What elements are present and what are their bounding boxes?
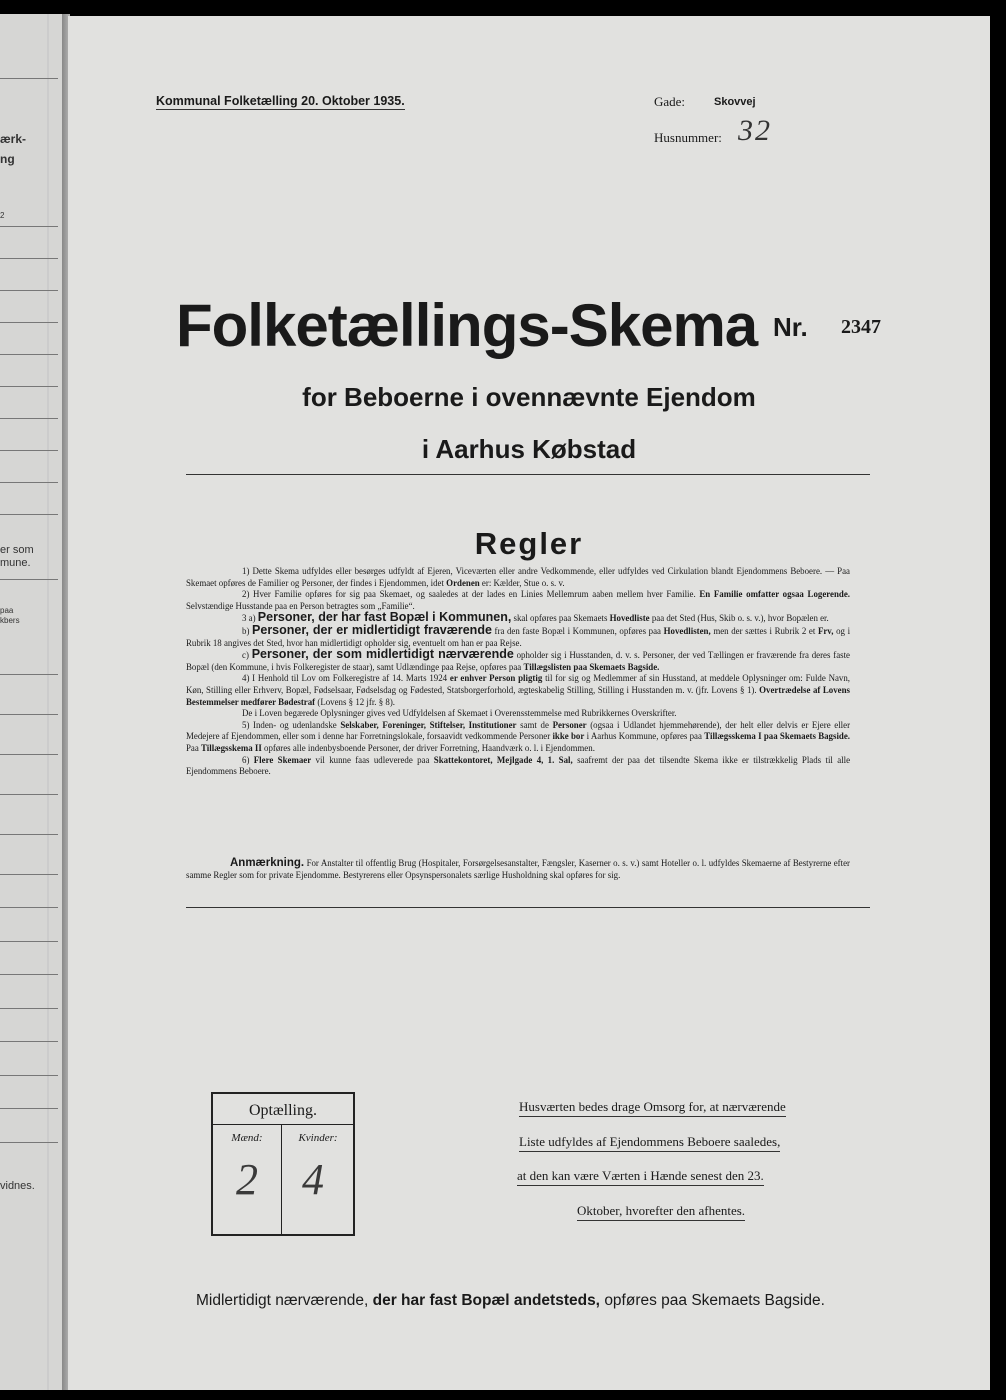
footer-text: Midlertidigt nærværende,	[196, 1292, 369, 1309]
remark-label: Anmærkning.	[230, 857, 305, 869]
left-page-rule	[0, 1008, 58, 1009]
women-label: Kvinder:	[298, 1132, 338, 1144]
men-count-handwritten: 2	[236, 1155, 258, 1204]
women-count-handwritten: 4	[302, 1155, 324, 1204]
left-page-fragment: kbers	[0, 616, 20, 625]
left-page-rule	[0, 579, 58, 580]
left-page-rule	[0, 450, 58, 451]
count-box	[211, 1092, 355, 1236]
form-subtitle-city: i Aarhus Købstad	[421, 434, 637, 464]
left-page-rule	[0, 258, 58, 259]
left-page-rule	[0, 907, 58, 908]
left-page-rule	[0, 794, 58, 795]
rule-3c: c) Personer, der som midlertidigt nærværende opholder sig i Husstanden, d. v. s. Personer, der ved Tællingen er fraværende fra deres faste Bopæl (den Kommune, i hvis Folkeregister de staar), samt Udlændinge paa Rejse, opføres paa Tillægslisten paa Skemaets Bagside.	[186, 647, 850, 672]
census-title: Kommunal Folketælling 20. Oktober 1935.	[156, 94, 405, 108]
left-page-rule	[0, 714, 58, 715]
left-page-fragment: paa	[0, 606, 14, 615]
left-page-rule	[0, 754, 58, 755]
remark-text: For Anstalter til offentlig Brug (Hospitaler, Forsørgelsesanstalter, Fængsler, Kaserner o. s. v.) samt Hoteller o. l. udfyldes Skemaerne af Bestyrerne efter samme Regler som for private Ejendomme. Bestyrerens eller Opsynspersonalets særlige Husholdning skal opføres for sig.	[186, 858, 850, 880]
left-page-fragment: 2	[0, 211, 5, 220]
left-page-fragment: mune.	[0, 557, 31, 569]
street-value-stamp: Skovvej	[714, 96, 756, 108]
left-page-rule	[0, 78, 58, 79]
left-page-rule	[0, 1041, 58, 1042]
left-page-rule	[0, 418, 58, 419]
count-box-divider	[213, 1124, 353, 1125]
left-facing-page	[0, 14, 62, 1390]
form-number-label: Nr.	[773, 312, 808, 342]
left-page-rule	[0, 834, 58, 835]
left-page-rule	[0, 482, 58, 483]
left-page-rule	[0, 226, 58, 227]
form-subtitle: for Beboerne i ovennævnte Ejendom	[302, 382, 756, 412]
host-notice-line: Oktober, hvorefter den afhentes.	[577, 1203, 745, 1221]
host-notice-line: Husværten bedes drage Omsorg for, at nærværende	[519, 1099, 786, 1117]
left-page-rule	[0, 974, 58, 975]
left-page-rule	[0, 874, 58, 875]
left-page-rule	[0, 322, 58, 323]
left-page-rule	[0, 386, 58, 387]
rules-heading: Regler	[474, 526, 584, 561]
left-page-fragment: vidnes.	[0, 1180, 35, 1192]
rule-6: 6) Flere Skemaer vil kunne faas udleverede paa Skattekontoret, Mejlgade 4, 1. Sal, saafremt der paa det tilsendte Skema ikke er tilstrækkelig Plads til alle Ejendommens Beboere.	[186, 754, 851, 777]
house-number-label: Husnummer:	[654, 130, 722, 145]
rule-3b: b) Personer, der er midlertidigt fraværende fra den faste Bopæl i Kommunen, opføres paa Hovedlisten, men der sættes i Rubrik 2 et Frv, og i Rubrik 18 angives det Sted, hvor han midlertidigt opholder sig, eventuelt om han er paa Rejse.	[186, 622, 851, 648]
remark-note	[186, 858, 850, 881]
left-page-rule	[0, 674, 58, 675]
rule-1: 1) Dette Skema udfyldes eller besørges udfyldt af Ejeren, Viceværten eller andre Vedkommende, eller udfyldes ved Cirkulation blandt Ejendommens Beboere. — Paa Skemaet opføres de Familier og Personer, der findes i Ejendommen, idet Ordenen er: Kælder, Stue o. s. v.	[186, 566, 850, 588]
street-label: Gade:	[654, 94, 686, 109]
form-title: Folketællings-Skema	[176, 292, 758, 359]
left-page-rule	[0, 290, 58, 291]
rules-text	[186, 566, 850, 778]
count-box-title: Optælling.	[248, 1102, 317, 1119]
house-number-handwritten: 32	[738, 114, 772, 147]
left-page-fragment: er som	[0, 544, 34, 556]
rule-4: 4) I Henhold til Lov om Folkeregistre af 14. Marts 1924 er enhver Person pligtig til for sig og Medlemmer af sin Husstand, at meddele Oplysninger om: Fulde Navn, Køn, Stilling eller Erhverv, Bopæl, Fødselsaar, Fødselsdag og Fødested, Statsborgerforhold, ægteskabelig Stilling, Stilling i Husstanden m. v. (jfr. Lovens § 1). Overtrædelse af Lovens Bestemmelser medfører Bødestraf (Lovens § 12 jfr. § 8).	[186, 673, 851, 707]
left-page-rule	[0, 941, 58, 942]
rule-4-continued: De i Loven begærede Oplysninger gives ved Udfyldelsen af Skemaet i Overensstemmelse med Rubrikkernes Overskrifter.	[242, 708, 677, 719]
left-page-rule	[0, 1142, 58, 1143]
divider	[186, 907, 870, 908]
left-page-fragment: ng	[0, 152, 15, 166]
left-page-fragment: ærk-	[0, 132, 27, 146]
men-label: Mænd:	[231, 1132, 263, 1144]
rule-2: 2) Hver Familie opføres for sig paa Skemaet, og saaledes at der lades en Linies Mellemrum aaben mellem hver Familie. En Familie omfatter ogsaa Logerende. Selvstændige Husstande paa en Person betragtes som „Familie“.	[186, 589, 851, 611]
host-notice-line: at den kan være Værten i Hænde senest den 23.	[517, 1168, 764, 1186]
census-form-page	[68, 16, 990, 1390]
left-page-rule	[0, 514, 58, 515]
left-page-divider	[47, 14, 49, 1390]
footer-bold-text: der har fast Bopæl andetsteds,	[372, 1292, 600, 1309]
count-box-divider	[281, 1125, 282, 1234]
form-number-value: 2347	[841, 316, 881, 338]
left-page-rule	[0, 354, 58, 355]
footer-text: opføres paa Skemaets Bagside.	[604, 1292, 825, 1309]
left-page-rule	[0, 1108, 58, 1109]
host-notice-line: Liste udfyldes af Ejendommens Beboere saaledes,	[519, 1134, 780, 1152]
divider	[186, 474, 870, 475]
left-page-rule	[0, 1075, 58, 1076]
footer-note	[196, 1292, 825, 1310]
rule-3a: 3 a) Personer, der har fast Bopæl i Kommunen, skal opføres paa Skemaets Hovedliste paa det Sted (Hus, Skib o. s. v.), hvor Bopælen er.	[242, 610, 829, 625]
rule-5: 5) Inden- og udenlandske Selskaber, Foreninger, Stiftelser, Institutioner samt de Personer (ogsaa i Udlandet hjemmehørende), der helt eller delvis er Ejere eller Medejere af Ejendommen, eller som i denne har Forretningslokale, forsaavidt vedkommende Personer ikke bor i Aarhus Kommune, opføres paa Tillægsskema I paa Skemaets Bagside. Paa Tillægsskema II opføres alle indenbysboende Personer, der driver Forretning, Haandværk o. l. i Ejendommen.	[186, 719, 851, 753]
